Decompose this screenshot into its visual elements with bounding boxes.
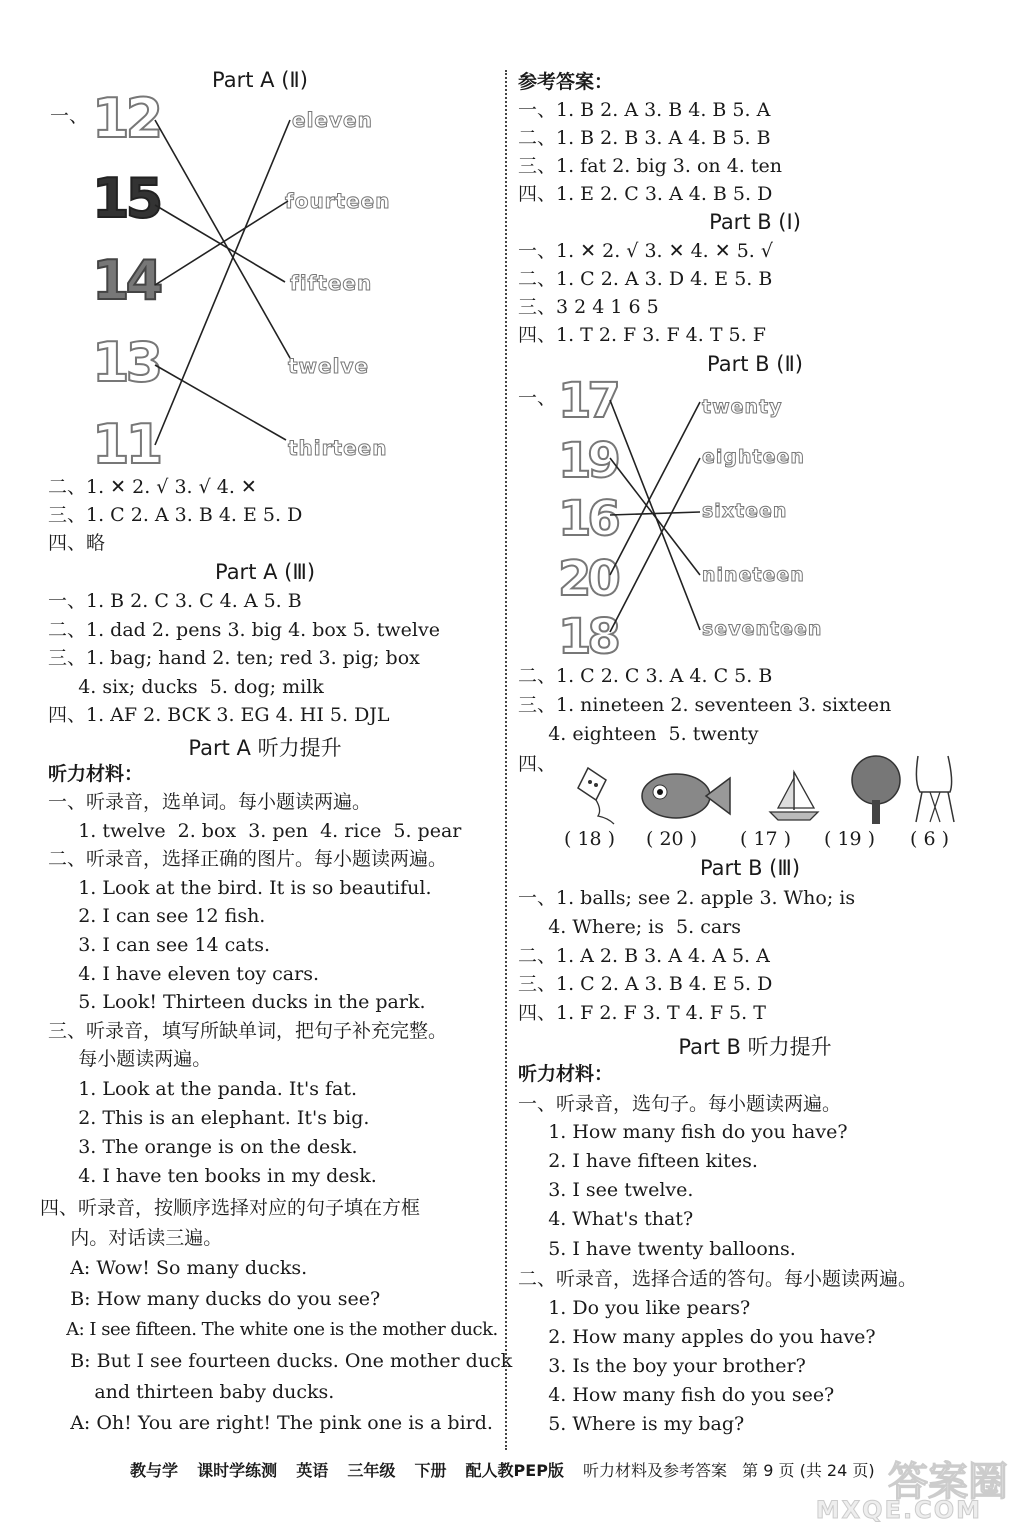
listen-b-line-5: 3. I see twelve.: [518, 1179, 694, 1201]
listen-b-line-8: 二、听录音，选择合适的答句。每小题读两遍。: [518, 1268, 918, 1290]
word-sixteen: sixteen: [702, 500, 788, 522]
part-b3-title: Part B (Ⅲ): [699, 856, 801, 880]
fish-icon: [636, 768, 732, 824]
listen-a-line-22: and thirteen baby ducks.: [40, 1381, 335, 1403]
footer-book-4: 三年级: [347, 1461, 396, 1480]
part-a2-title: Part A (Ⅱ): [212, 68, 308, 92]
part-a-listen-title: Part A 听力提升: [188, 736, 342, 760]
number-15: 15: [92, 167, 160, 230]
part-a2-line-2: 三、1. C 2. A 3. B 4. E 5. D: [48, 504, 303, 526]
listen-b-line-3: 1. How many fish do you have?: [518, 1121, 848, 1143]
part-b2-line-3: 4. eighteen 5. twenty: [518, 723, 759, 745]
part-b3-line-5: 四、1. F 2. F 3. T 4. F 5. T: [518, 1002, 766, 1024]
part-b1-title: Part B (Ⅰ): [709, 210, 801, 234]
listen-a-line-4: 二、听录音，选择正确的图片。每小题读两遍。: [48, 848, 448, 870]
footer-book-6: 配人教PEP版: [465, 1461, 564, 1480]
listen-b-line-9: 1. Do you like pears?: [518, 1297, 751, 1319]
part-b2-line-1: 二、1. C 2. C 3. A 4. C 5. B: [518, 665, 773, 687]
part-a3-line-1: 一、1. B 2. C 3. C 4. A 5. B: [48, 590, 302, 612]
column-divider: [505, 70, 507, 1450]
part-a3-line-5: 四、1. AF 2. BCK 3. EG 4. HI 5. DJL: [48, 704, 390, 726]
listen-a-line-3: 1. twelve 2. box 3. pen 4. rice 5. pear: [48, 820, 462, 842]
picture-answer-2: ( 20 ): [646, 828, 698, 850]
listen-a-line-9: 5. Look! Thirteen ducks in the park.: [48, 991, 426, 1013]
listen-a-line-1: 听力材料：: [48, 763, 144, 785]
number-13: 13: [92, 331, 160, 394]
part-b-listen-title: Part B 听力提升: [678, 1035, 832, 1059]
listen-a-line-12: 1. Look at the panda. It's fat.: [48, 1078, 358, 1100]
listen-a-line-20: A: I see fifteen. The white one is the mother duck.: [40, 1319, 498, 1340]
answers-line-1: 一、1. B 2. A 3. B 4. B 5. A: [518, 99, 771, 121]
listen-b-line-7: 5. I have twenty balloons.: [518, 1238, 796, 1260]
number-20: 20: [558, 551, 617, 607]
listen-a-line-19: B: How many ducks do you see?: [40, 1288, 381, 1310]
part-b1-line-4: 四、1. T 2. F 3. F 4. T 5. F: [518, 324, 766, 346]
footer-book-5: 下册: [414, 1461, 447, 1480]
picture-answer-3: ( 17 ): [740, 828, 792, 850]
footer-book-1: 教与学: [130, 1461, 179, 1480]
listen-a-line-17: 内。对话读三遍。: [40, 1227, 223, 1249]
part-b1-line-1: 一、1. ✕ 2. √ 3. ✕ 4. ✕ 5. √: [518, 240, 773, 262]
part-a3-line-2: 二、1. dad 2. pens 3. big 4. box 5. twelve: [48, 619, 440, 641]
listen-a-line-14: 3. The orange is on the desk.: [48, 1136, 358, 1158]
listen-a-line-5: 1. Look at the bird. It is so beautiful.: [48, 877, 432, 899]
number-19: 19: [558, 433, 617, 489]
listen-a-line-6: 2. I can see 12 fish.: [48, 905, 266, 927]
listen-b-line-2: 一、听录音，选句子。每小题读两遍。: [518, 1093, 842, 1115]
number-14: 14: [92, 249, 160, 312]
part-b3-line-4: 三、1. C 2. A 3. B 4. E 5. D: [518, 973, 773, 995]
answers-title: 参考答案：: [518, 71, 614, 93]
listen-a-line-16: 四、听录音，按顺序选择对应的句子填在方框: [40, 1197, 421, 1219]
part-a3-line-3: 三、1. bag; hand 2. ten; red 3. pig; box: [48, 647, 420, 669]
watermark-logo: 答案圈: [888, 1459, 1008, 1505]
matching-lines-b2: [510, 0, 1022, 660]
part-a2-line-1: 二、1. ✕ 2. √ 3. √ 4. ✕: [48, 476, 257, 498]
listen-a-line-13: 2. This is an elephant. It's big.: [48, 1107, 370, 1129]
footer-book-3: 英语: [296, 1461, 329, 1480]
picture-answer-4: ( 19 ): [824, 828, 876, 850]
listen-a-line-10: 三、听录音，填写所缺单词，把句子补充完整。: [48, 1020, 448, 1042]
answers-line-3: 三、1. fat 2. big 3. on 4. ten: [518, 155, 782, 177]
listen-b-line-11: 3. Is the boy your brother?: [518, 1355, 806, 1377]
listen-b-line-4: 2. I have fifteen kites.: [518, 1150, 758, 1172]
listen-b-line-6: 4. What's that?: [518, 1208, 694, 1230]
tree-icon: [848, 754, 904, 826]
kite-icon: [570, 764, 630, 826]
part-b2-q1-label: 一、: [518, 387, 557, 409]
part-a2-line-3: 四、略: [48, 532, 106, 554]
sailboat-icon: [764, 766, 824, 826]
listen-b-line-12: 4. How many fish do you see?: [518, 1384, 835, 1406]
word-twenty: twenty: [702, 396, 783, 418]
part-b3-line-3: 二、1. A 2. B 3. A 4. A 5. A: [518, 945, 770, 967]
listen-b-line-10: 2. How many apples do you have?: [518, 1326, 876, 1348]
word-fourteen: fourteen: [285, 189, 391, 213]
listen-a-line-2: 一、听录音，选单词。每小题读两遍。: [48, 791, 372, 813]
footer-book-2: 课时学练测: [197, 1461, 278, 1480]
matching-lines-a2: [0, 0, 500, 480]
footer-page: 第 9 页 (共 24 页): [742, 1461, 875, 1480]
number-18: 18: [558, 609, 617, 665]
number-12: 12: [92, 87, 160, 150]
picture-answer-1: ( 18 ): [564, 828, 616, 850]
part-b2-title: Part B (Ⅱ): [707, 352, 803, 376]
part-b3-line-1: 一、1. balls; see 2. apple 3. Who; is: [518, 887, 856, 909]
chair-icon: [910, 752, 960, 826]
part-a3-line-4: 4. six; ducks 5. dog; milk: [48, 676, 324, 698]
listen-a-line-18: A: Wow! So many ducks.: [40, 1257, 308, 1279]
word-twelve: twelve: [288, 354, 370, 378]
part-b3-line-2: 4. Where; is 5. cars: [518, 916, 742, 938]
word-thirteen: thirteen: [288, 436, 388, 460]
listen-b-line-13: 5. Where is my bag?: [518, 1413, 745, 1435]
number-11: 11: [92, 413, 160, 476]
part-a3-title: Part A (Ⅲ): [214, 560, 316, 584]
answers-line-4: 四、1. E 2. C 3. A 4. B 5. D: [518, 183, 773, 205]
part-b2-q4-label: 四、: [518, 753, 557, 775]
word-eleven: eleven: [292, 108, 373, 132]
picture-answer-5: ( 6 ): [910, 828, 949, 850]
word-nineteen: nineteen: [702, 564, 805, 586]
watermark-url: MXQE.COM: [815, 1496, 982, 1524]
word-seventeen: seventeen: [702, 618, 823, 640]
listen-a-line-8: 4. I have eleven toy cars.: [48, 963, 320, 985]
part-b1-line-3: 三、3 2 4 1 6 5: [518, 296, 659, 318]
number-17: 17: [558, 373, 617, 429]
part-b2-line-2: 三、1. nineteen 2. seventeen 3. sixteen: [518, 694, 892, 716]
part-a2-q1-label: 一、: [50, 105, 89, 127]
word-fifteen: fifteen: [290, 271, 373, 295]
number-16: 16: [558, 491, 617, 547]
part-b1-line-2: 二、1. C 2. A 3. D 4. E 5. B: [518, 268, 773, 290]
listen-b-line-1: 听力材料：: [518, 1063, 614, 1085]
page-footer: [130, 1458, 875, 1481]
listen-a-line-15: 4. I have ten books in my desk.: [48, 1165, 377, 1187]
footer-section: 听力材料及参考答案: [583, 1461, 728, 1480]
listen-a-line-7: 3. I can see 14 cats.: [48, 934, 271, 956]
listen-a-line-21: B: But I see fourteen ducks. One mother duck: [40, 1350, 513, 1372]
word-eighteen: eighteen: [702, 446, 805, 468]
listen-a-line-11: 每小题读两遍。: [48, 1048, 212, 1070]
listen-a-line-23: A: Oh! You are right! The pink one is a bird.: [40, 1412, 493, 1434]
answers-line-2: 二、1. B 2. B 3. A 4. B 5. B: [518, 127, 771, 149]
